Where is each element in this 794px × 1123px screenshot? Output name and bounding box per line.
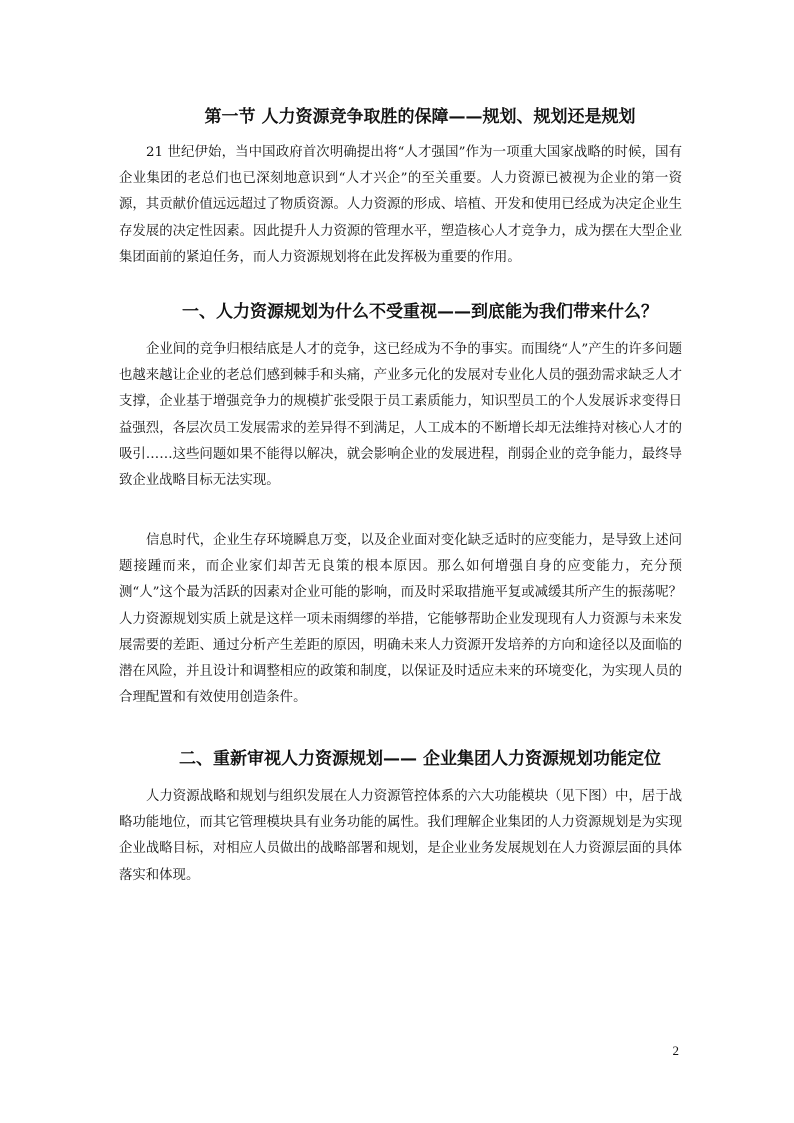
intro-paragraph: 21 世纪伊始，当中国政府首次明确提出将“人才强国”作为一项重大国家战略的时候，国有企业集团的老总们也已深刻地意识到“人才兴企”的至关重要。人力资源已被视为企业的第一资源，其贡献价值远远超过了物质资源。人力资源的形成、培植、开发和使用已经成为决定企业生存发展的决定性因素。因此提升人力资源的管理水平，塑造核心人才竞争力，成为摆在大型企业集团面前的紧迫任务，而人力资源规划将在此发挥极为重要的作用。	[119, 145, 682, 265]
page-number: 2	[672, 1043, 679, 1058]
paragraph-2: 人力资源战略和规划与组织发展在人力资源管控体系的六大功能模块（见下图）中，居于战略功能地位，而其它管理模块具有业务功能的属性。我们理解企业集团的人力资源规划是为实现企业战略目标，对相应人员做出的战略部署和规划，是企业业务发展规划在人力资源层面的具体落实和体现。	[119, 789, 682, 883]
heading-1: 一、人力资源规划为什么不受重视——到底能为我们带来什么？	[182, 302, 658, 322]
section-title: 第一节 人力资源竞争取胜的保障——规划、规划还是规划	[204, 107, 636, 127]
paragraph-1b: 信息时代，企业生存环境瞬息万变，以及企业面对变化缺乏适时的应变能力，是导致上述问题接踵而来，而企业家们却苦无良策的根本原因。那么如何增强自身的应变能力，充分预测“人”这个最为活跃的因素对企业可能的影响，而及时采取措施平复或减缓其所产生的振荡呢？人力资源规划实质上就是这样一项未雨绸缪的举措，它能够帮助企业发现现有人力资源与未来发展需要的差距、通过分析产生差距的原因，明确未来人力资源开发培养的方向和途径以及面临的潜在风险，并且设计和调整相应的政策和制度，以保证及时适应未来的环境变化，为实现人员的合理配置和有效使用创造条件。	[119, 533, 682, 706]
paragraph-1a: 企业间的竞争归根结底是人才的竞争，这已经成为不争的事实。而围绕“人”产生的许多问题也越来越让企业的老总们感到棘手和头痛，产业多元化的发展对专业化人员的强劲需求缺乏人才支撑，企业基于增强竞争力的规模扩张受限于员工素质能力，知识型员工的个人发展诉求变得日益强烈，各层次员工发展需求的差异得不到满足，人工成本的不断增长却无法维持对核心人才的吸引……这些问题如果不能得以解决，就会影响企业的发展进程，削弱企业的竞争能力，最终导致企业战略目标无法实现。	[119, 342, 682, 489]
heading-2: 二、重新审视人力资源规划—— 企业集团人力资源规划功能定位	[179, 749, 661, 769]
